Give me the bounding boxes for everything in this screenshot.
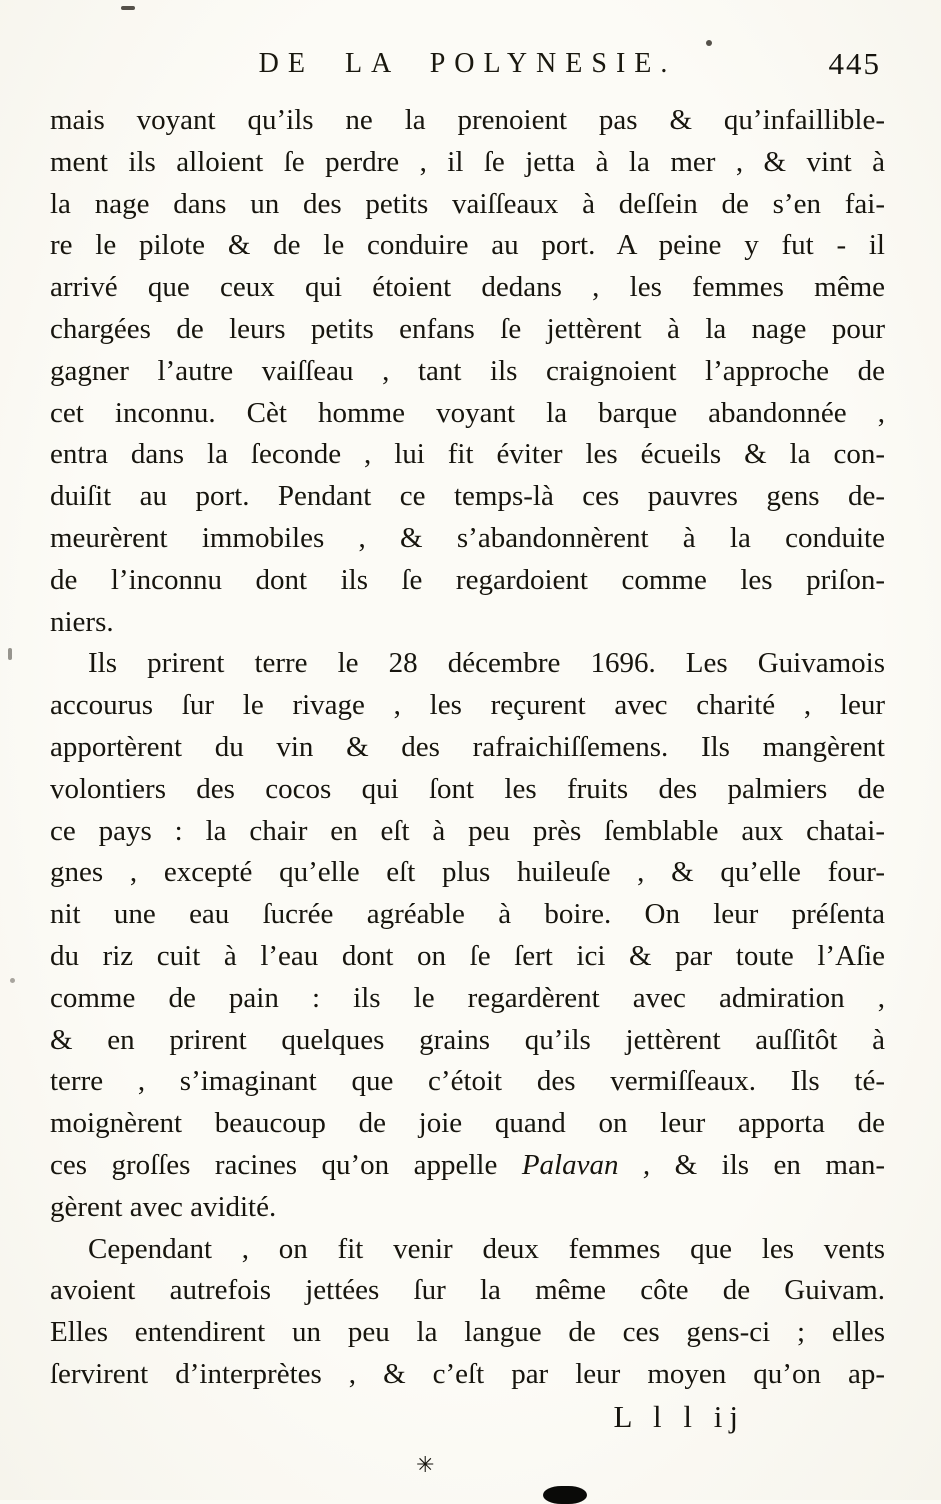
- text-line: [50, 393, 885, 435]
- ink-speck: [706, 40, 712, 46]
- signature-mark: L l l ij: [613, 1398, 745, 1434]
- text-line: [50, 1020, 885, 1062]
- text-line: [50, 518, 885, 560]
- text-segment: ce pays : la chair en eſt à peu près ſemblable aux chatai-: [50, 814, 885, 847]
- paragraph: [50, 100, 885, 643]
- text-segment: moignèrent beaucoup de joie quand on leur apporta de: [50, 1107, 885, 1140]
- text-line: [50, 643, 885, 685]
- text-line: [50, 1354, 885, 1396]
- page-body: [50, 100, 885, 1396]
- text-line: [50, 142, 885, 184]
- text-segment: & ils en man-: [650, 1148, 885, 1181]
- ornament-asterisk: ✳: [416, 1452, 435, 1477]
- text-segment: ſervirent d’interprètes , & c’eſt par leur moyen qu’on ap-: [50, 1357, 885, 1390]
- text-segment: ces groſſes racines qu’on appelle: [50, 1148, 522, 1181]
- text-segment: volontiers des cocos qui ſont les fruits des palmiers de: [50, 772, 885, 805]
- text-line: [50, 267, 885, 309]
- page-header: [50, 42, 885, 100]
- page-number: 445: [828, 46, 881, 81]
- text-line: [50, 685, 885, 727]
- text-line: [50, 1061, 885, 1103]
- text-segment: re le pilote & de le conduire au port. A peine y fut - il: [50, 229, 885, 262]
- text-line: [50, 1229, 885, 1271]
- text-segment: gèrent avec avidité.: [50, 1190, 277, 1223]
- text-segment: ment ils alloient ſe perdre , il ſe jetta à la mer , & vint à: [50, 145, 885, 178]
- text-segment: nit une eau ſucrée agréable à boire. On leur préſenta: [50, 898, 885, 931]
- text-line: [50, 1312, 885, 1354]
- text-line: [50, 811, 885, 853]
- text-line: [50, 476, 885, 518]
- ink-speck: [8, 648, 12, 660]
- text-line: [50, 434, 885, 476]
- text-line: [50, 100, 885, 142]
- text-line: [50, 225, 885, 267]
- text-segment: avoient autrefois jettées ſur la même côte de Guivam.: [50, 1274, 885, 1307]
- ink-blob: [543, 1486, 587, 1504]
- text-line: [50, 309, 885, 351]
- text-segment: comme de pain : ils le regardèrent avec admiration ,: [50, 981, 885, 1014]
- text-segment: & en prirent quelques grains qu’ils jettèrent auſſitôt à: [50, 1023, 885, 1056]
- paragraph: [50, 1229, 885, 1396]
- text-line: [50, 894, 885, 936]
- italic-word: Palavan ,: [521, 1148, 651, 1181]
- text-line: [50, 1145, 885, 1187]
- text-segment: Ils prirent terre le 28 décembre 1696. Les Guivamois: [88, 647, 885, 680]
- text-line: [50, 769, 885, 811]
- text-line: [50, 936, 885, 978]
- text-segment: de l’inconnu dont ils ſe regardoient comme les priſon-: [50, 563, 885, 596]
- text-segment: Elles entendirent un peu la langue de ces gens-ci ; elles: [50, 1316, 885, 1349]
- text-line: [50, 184, 885, 226]
- running-title: DE LA POLYNESIE.: [258, 48, 677, 79]
- paragraph: [50, 643, 885, 1228]
- text-segment: mais voyant qu’ils ne la prenoient pas & qu’infaillible-: [50, 104, 885, 136]
- text-segment: cet inconnu. Cèt homme voyant la barque abandonnée ,: [50, 396, 885, 429]
- text-segment: accourus ſur le rivage , les reçurent avec charité , leur: [50, 689, 885, 722]
- text-line: [50, 602, 885, 644]
- text-segment: apportèrent du vin & des rafraichiſſemens. Ils mangèrent: [50, 730, 885, 763]
- text-line: [50, 1187, 885, 1229]
- text-line: [50, 1103, 885, 1145]
- text-segment: entra dans la ſeconde , lui fit éviter les écueils & la con-: [50, 438, 885, 471]
- text-line: [50, 727, 885, 769]
- text-line: [50, 560, 885, 602]
- text-segment: terre , s’imaginant que c’étoit des vermiſſeaux. Ils té-: [50, 1065, 885, 1098]
- text-segment: niers.: [50, 605, 114, 638]
- ink-speck: [10, 978, 15, 983]
- text-line: [50, 351, 885, 393]
- text-line: [50, 852, 885, 894]
- text-segment: chargées de leurs petits enfans ſe jettèrent à la nage pour: [50, 312, 885, 345]
- text-line: [50, 978, 885, 1020]
- text-segment: meurèrent immobiles , & s’abandonnèrent à la conduite: [50, 521, 885, 554]
- text-segment: la nage dans un des petits vaiſſeaux à deſſein de s’en fai-: [50, 187, 885, 220]
- text-segment: duiſit au port. Pendant ce temps-là ces pauvres gens de-: [50, 480, 885, 513]
- ink-speck: [121, 6, 135, 10]
- text-segment: gagner l’autre vaiſſeau , tant ils craignoient l’approche de: [50, 354, 885, 387]
- text-segment: gnes , excepté qu’elle eſt plus huileuſe , & qu’elle four-: [50, 856, 885, 889]
- text-segment: Cependant , on fit venir deux femmes que les vents: [88, 1232, 885, 1265]
- text-line: [50, 1270, 885, 1312]
- text-segment: arrivé que ceux qui étoient dedans , les femmes même: [50, 271, 885, 304]
- text-segment: du riz cuit à l’eau dont on ſe ſert ici & par toute l’Aſie: [50, 939, 885, 972]
